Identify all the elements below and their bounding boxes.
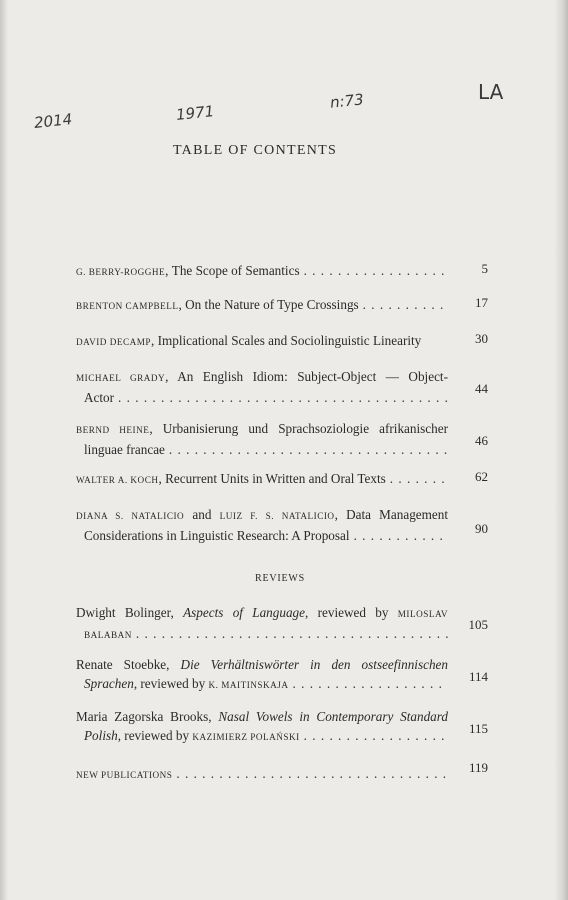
- entry-title-line1: Data Management: [346, 507, 449, 522]
- page-edge-shadow: [554, 0, 568, 900]
- review-book-title-line2: Sprachen: [84, 676, 134, 691]
- toc-entry[interactable]: DIANA S. NATALICIO and LUIZ F. S. NATALICIO, Data Management Considerations in Linguistic Research: A Proposal . . .: [76, 505, 448, 545]
- entry-page-number: 90: [475, 521, 488, 536]
- leader-dots: [304, 726, 448, 745]
- page-title: TABLE OF CONTENTS: [172, 143, 338, 158]
- handwritten-note-1: 2014: [33, 110, 74, 132]
- reviews-heading: REVIEWS: [254, 573, 306, 584]
- entry-author-2: LUIZ F. S. NATALICIO: [219, 511, 335, 521]
- entry-title-line1: Urbanisierung und Sprachsoziologie afrikanischer: [162, 421, 448, 436]
- toc-entry[interactable]: DAVID DECAMP , Implicational Scales and Sociolinguistic Linearity: [76, 331, 461, 352]
- entry-page-number: 17: [475, 295, 488, 310]
- toc-entry[interactable]: BERND HEINE, Urbanisierung und Sprachsoziologie afrikanischer linguae francae . . .: [76, 419, 448, 459]
- entry-title-line2: Considerations in Linguistic Research: A Proposal: [84, 528, 350, 543]
- leader-dots: [136, 624, 448, 643]
- leader-dots: [304, 261, 448, 280]
- review-entry[interactable]: Maria Zagorska Brooks, Nasal Vowels in Contemporary Standard Polish , reviewed by KAZIMIERZ POLAŃSKI . . .: [76, 707, 448, 747]
- review-book-author: Renate Stoebke: [76, 657, 167, 672]
- entry-author: MICHAEL GRADY: [76, 373, 166, 383]
- review-book-author: Dwight Bolinger: [76, 605, 171, 620]
- new-publications-label: NEW PUBLICATIONS: [76, 770, 173, 780]
- review-reviewed-by: reviewed by: [140, 676, 206, 691]
- review-book-title: Aspects of Language: [183, 605, 306, 620]
- leader-dots: [176, 764, 448, 783]
- leader-dots: [354, 526, 448, 545]
- entry-page-number: 115: [468, 721, 488, 736]
- leader-dots: [118, 388, 448, 407]
- toc-entry[interactable]: BRENTON CAMPBELL , On the Nature of Type Crossings . . .: [76, 295, 448, 316]
- entry-title-line1: An English Idiom: Subject-Object — Object-: [177, 369, 448, 384]
- entry-page-number: 44: [475, 381, 488, 396]
- review-entry[interactable]: Renate Stoebke, Die Verhältniswörter in den ostseefinnischen Sprachen , reviewed by K. MAITINSKAJA . . .: [76, 655, 448, 695]
- page-spine-shadow: [0, 0, 8, 900]
- toc-entry-new-publications[interactable]: [76, 764, 448, 785]
- entry-page-number: 30: [475, 331, 488, 346]
- review-reviewed-by: reviewed by: [124, 728, 190, 743]
- entry-author: WALTER A. KOCH: [76, 475, 159, 485]
- review-reviewed-by: reviewed by: [317, 605, 389, 620]
- entry-page-number: 114: [468, 669, 488, 684]
- entry-title: The Scope of Semantics: [171, 263, 300, 278]
- entry-page-number: 62: [475, 469, 488, 484]
- entry-title: Implicational Scales and Sociolinguistic Linearity: [157, 333, 422, 348]
- toc-entry[interactable]: WALTER A. KOCH , Recurrent Units in Written and Oral Texts . . .: [76, 469, 448, 490]
- review-entry[interactable]: Dwight Bolinger, Aspects of Language, reviewed by MILOSLAV BALABAN . . .: [76, 603, 448, 645]
- toc-entry[interactable]: MICHAEL GRADY, An English Idiom: Subject-Object — Object- Actor . . .: [76, 367, 448, 407]
- entry-page-number: 46: [475, 433, 488, 448]
- handwritten-note-3: n:73: [329, 90, 365, 112]
- review-reviewer-part2: BALABAN: [84, 630, 132, 640]
- entry-title: Recurrent Units in Written and Oral Texts: [165, 471, 386, 486]
- entry-author: DAVID DECAMP: [76, 337, 151, 347]
- review-book-title-line2: Polish: [84, 728, 118, 743]
- review-book-author: Maria Zagorska Brooks: [76, 709, 209, 724]
- leader-dots: [390, 469, 448, 488]
- entry-author: G. BERRY-ROGGHE: [76, 267, 166, 277]
- review-reviewer: K. MAITINSKAJA: [208, 680, 289, 690]
- review-reviewer: KAZIMIERZ POLAŃSKI: [192, 732, 300, 742]
- toc-entry[interactable]: G. BERRY-ROGGHE , The Scope of Semantics . . .: [76, 261, 448, 282]
- review-reviewer-part1: MILOSLAV: [397, 609, 449, 619]
- entry-author: BRENTON CAMPBELL: [76, 301, 179, 311]
- entry-and: and: [192, 507, 212, 522]
- entry-page-number: 105: [468, 617, 488, 632]
- entry-author-1: DIANA S. NATALICIO: [76, 511, 185, 521]
- handwritten-note-4: LA: [478, 80, 504, 104]
- entry-page-number: 119: [468, 760, 488, 775]
- review-book-title-line1: Nasal Vowels in Contemporary Standard: [218, 709, 448, 724]
- leader-dots: [169, 440, 448, 459]
- entry-author: BERND HEINE: [76, 425, 150, 435]
- entry-title-line2: Actor: [84, 390, 115, 405]
- leader-dots: [363, 295, 448, 314]
- entry-title: On the Nature of Type Crossings: [185, 297, 359, 312]
- handwritten-note-2: 1971: [175, 102, 216, 124]
- entry-title-line2: linguae francae: [84, 442, 165, 457]
- review-book-title-line1: Die Verhältniswörter in den ostseefinnischen: [180, 657, 448, 672]
- leader-dots: [293, 674, 448, 693]
- entry-page-number: 5: [481, 261, 488, 276]
